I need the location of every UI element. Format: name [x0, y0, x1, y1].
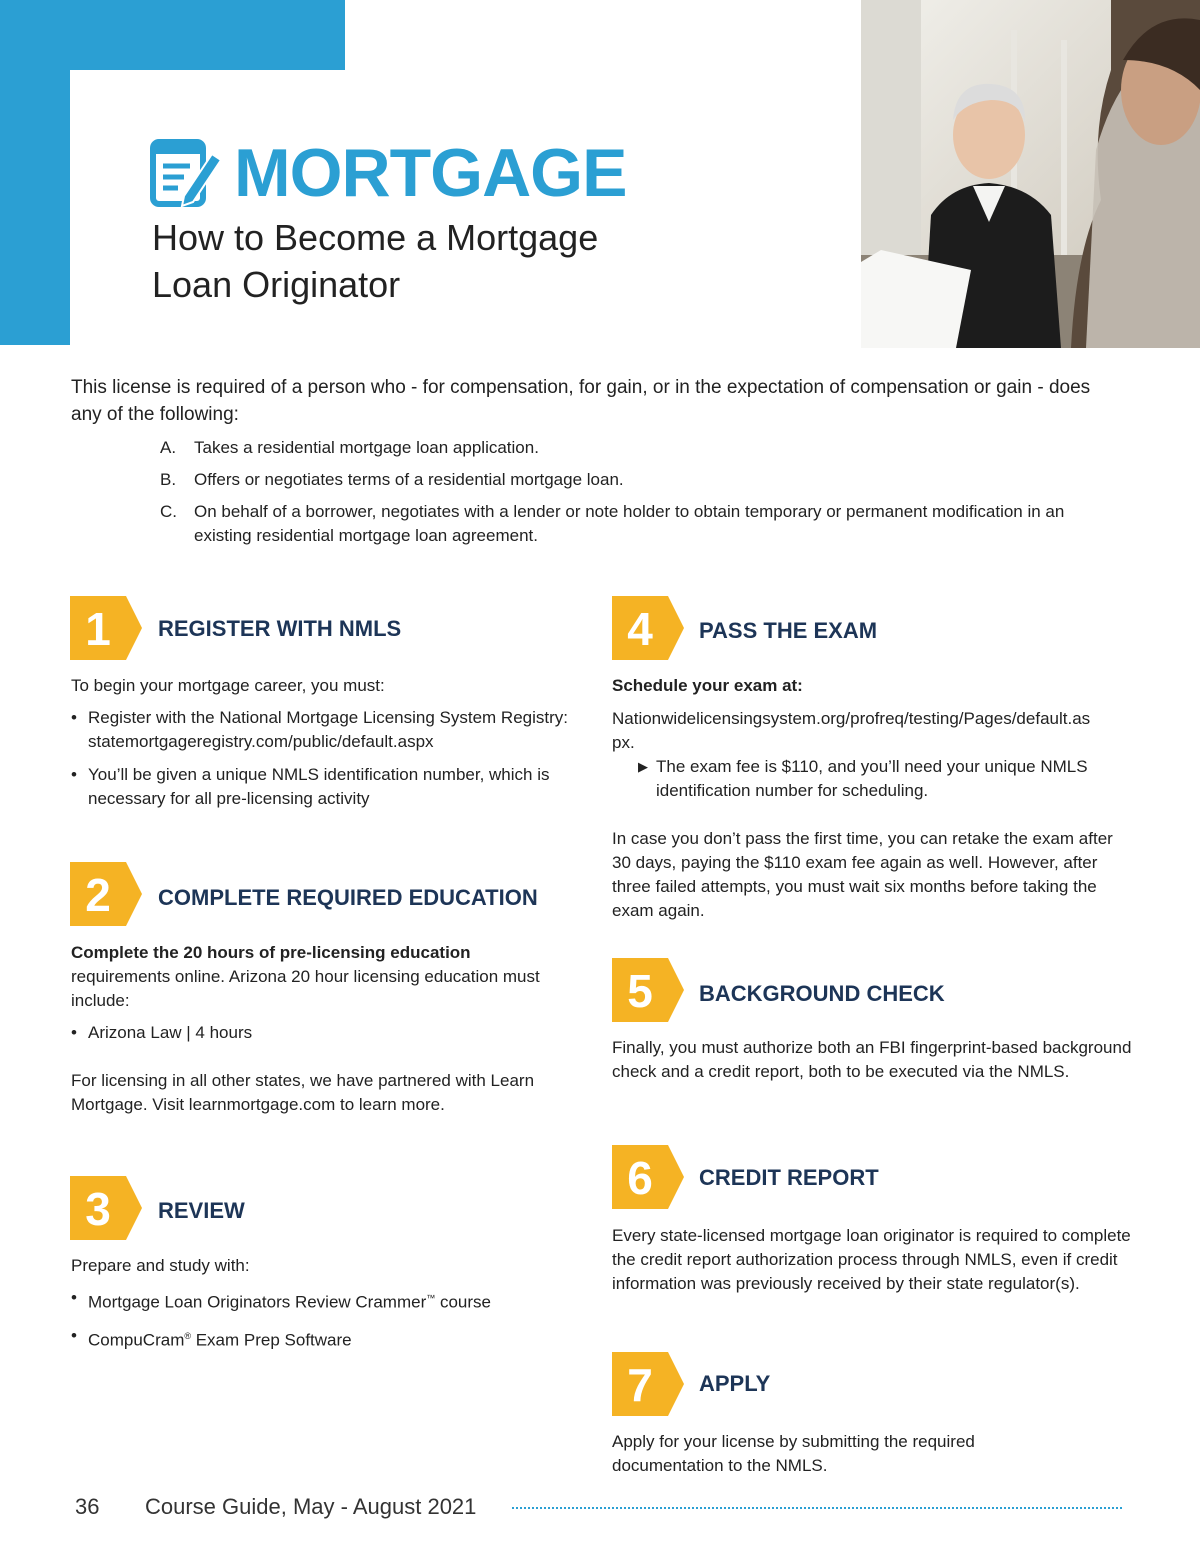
step-body [71, 1254, 591, 1361]
step-lead-bold: Schedule your exam at: [612, 676, 803, 695]
header-blue-side [0, 0, 70, 345]
step-number: 2 [85, 869, 111, 921]
step-title: PASS THE EXAM [699, 618, 878, 643]
exam-url: Nationwidelicensingsystem.org/profreq/testing/Pages/default.aspx. [612, 709, 1091, 752]
list-item [160, 436, 1080, 460]
bullet-text: CompuCram [88, 1330, 185, 1350]
step-title: CREDIT REPORT [699, 1165, 879, 1190]
list-letter: C. [160, 502, 177, 521]
bullet-text: course [435, 1292, 491, 1312]
step-number: 1 [85, 603, 111, 655]
header-photo [861, 0, 1200, 348]
step-body: Every state-licensed mortgage loan originator is required to complete the credit report authorization process through NMLS, even if credit information was previously received by their state regulator(s). [612, 1226, 1131, 1293]
step-lead [71, 941, 591, 1013]
brand-title: MORTGAGE [234, 135, 627, 211]
list-text: Takes a residential mortgage loan application. [194, 438, 539, 457]
step-number: 3 [85, 1183, 111, 1235]
step-badge [70, 596, 142, 660]
step-lead-bold: Complete the 20 hours of pre-licensing education [71, 943, 471, 962]
step-note: In case you don’t pass the first time, you can retake the exam after 30 days, paying the $110 exam fee again as well. However, after three failed attempts, you must wait six months before taking the exam again. [612, 829, 1113, 920]
footer-title: Course Guide, May - August 2021 [145, 1494, 477, 1519]
step-title: COMPLETE REQUIRED EDUCATION [158, 885, 538, 910]
list-item [160, 500, 1080, 548]
list-letter: B. [160, 470, 177, 489]
step-title: REGISTER WITH NMLS [158, 616, 402, 641]
activity-list [160, 436, 1080, 556]
subtitle-line: Loan Originator [152, 264, 401, 305]
bullet-item: • Arizona Law | 4 hours [71, 1021, 591, 1045]
bullet-item: • Register with the National Mortgage Licensing System Registry: statemortgageregistry.com/public/default.aspx [71, 706, 586, 754]
step-body [71, 674, 586, 820]
step-number: 5 [627, 965, 653, 1017]
step-lead-rest: requirements online. Arizona 20 hour licensing education must include: [71, 967, 540, 1010]
step-badge [70, 862, 142, 926]
list-text: On behalf of a borrower, negotiates with a lender or note holder to obtain temporary or permanent modification in an existing residential mortgage loan agreement. [194, 502, 1065, 545]
subtitle-line: How to Become a Mortgage [152, 217, 599, 258]
bullet-text: Exam Prep Software [191, 1330, 352, 1350]
list-text: Offers or negotiates terms of a residential mortgage loan. [194, 470, 624, 489]
bullet-list [71, 706, 586, 811]
footer-divider [512, 1507, 1122, 1509]
bullet-item [71, 1286, 591, 1315]
bullet-item: • You’ll be given a unique NMLS identification number, which is necessary for all pre-licensing activity [71, 763, 586, 811]
step-title: BACKGROUND CHECK [699, 981, 945, 1006]
list-item [160, 468, 1080, 492]
bullet-list [71, 1286, 591, 1352]
step-number: 4 [627, 603, 653, 655]
registered-mark: ® [184, 1330, 191, 1341]
brand-lockup [150, 136, 626, 210]
step-title: APPLY [699, 1371, 771, 1396]
arrow-text: The exam fee is $110, and you’ll need your unique NMLS identification number for scheduling. [656, 757, 1088, 800]
step-title: REVIEW [158, 1198, 245, 1223]
step-lead: To begin your mortgage career, you must: [71, 676, 385, 695]
page-number: 36 [75, 1494, 100, 1519]
list-letter: A. [160, 438, 177, 457]
document-pencil-icon [150, 136, 224, 210]
step-number: 6 [627, 1152, 653, 1204]
step-note: For licensing in all other states, we have partnered with Learn Mortgage. Visit learnmortgage.com to learn more. [71, 1071, 535, 1114]
step-badge [612, 596, 684, 660]
step-number: 7 [627, 1359, 653, 1411]
step-badge [612, 1145, 684, 1209]
trademark-mark: ™ [426, 1293, 436, 1303]
arrow-right-icon: ▶ [638, 759, 648, 774]
step-badge [612, 1352, 684, 1416]
intro-paragraph: This license is required of a person who - for compensation, for gain, or in the expectation of compensation or gain - does any of the following: [71, 377, 1091, 425]
bullet-list [71, 1021, 591, 1045]
step-body: Apply for your license by submitting the required documentation to the NMLS. [612, 1432, 975, 1475]
bullet-item [71, 1324, 591, 1353]
step-badge [612, 958, 684, 1022]
page-subtitle [152, 214, 598, 308]
step-lead: Prepare and study with: [71, 1256, 250, 1275]
step-body [71, 941, 591, 1117]
step-body: Finally, you must authorize both an FBI fingerprint-based background check and a credit report, both to be executed via the NMLS. [612, 1038, 1132, 1081]
step-badge [70, 1176, 142, 1240]
bullet-text: Mortgage Loan Originators Review Crammer [88, 1292, 427, 1312]
step-body [612, 674, 1132, 923]
arrow-item [612, 755, 1132, 803]
